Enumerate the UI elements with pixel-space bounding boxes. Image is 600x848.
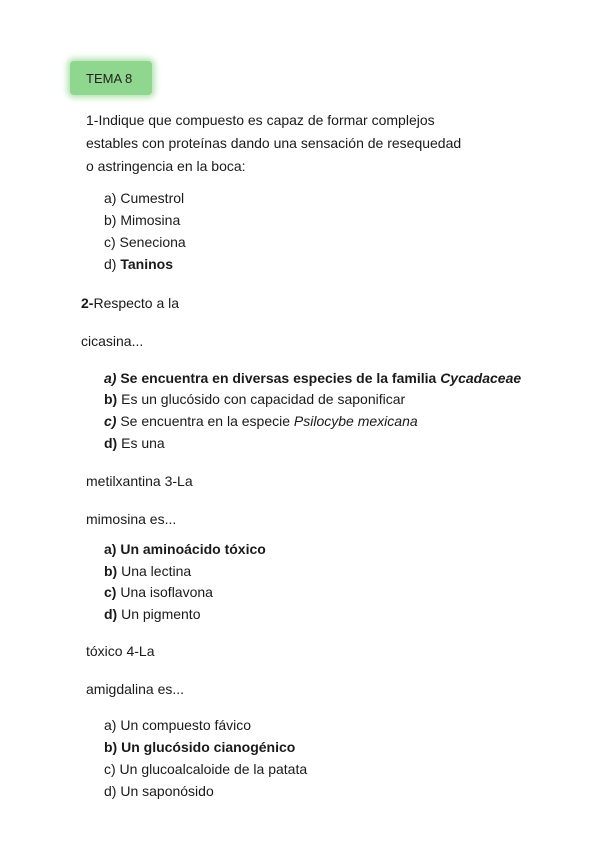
- q2-number: 2-: [81, 295, 94, 311]
- q1-option-d-label: d): [104, 256, 121, 272]
- q1-option-c: c) Seneciona: [104, 234, 186, 250]
- q1-answer: Taninos: [120, 256, 173, 272]
- q1-line-2: estables con proteínas dando una sensación de resequedad: [86, 135, 462, 151]
- q2-option-d-label: d): [104, 435, 118, 451]
- topic-tag: [70, 61, 152, 95]
- q2-option-c-text: Se encuentra en la especie: [116, 413, 294, 429]
- q2-option-a-em: Cycadaceae: [440, 370, 522, 386]
- q4-option-a: a) Un compuesto fávico: [104, 717, 252, 733]
- q2-option-d-text: Es una: [117, 435, 165, 451]
- q2-option-d: [104, 434, 165, 452]
- q3-option-a-label: a): [104, 541, 117, 557]
- q3-line-2: mimosina es...: [86, 511, 177, 527]
- q3-line-1: metilxantina 3-La: [86, 473, 193, 489]
- q3-option-b: [104, 562, 191, 580]
- q1-line-3: o astringencia en la boca:: [86, 158, 246, 174]
- q2-option-c: [104, 412, 418, 430]
- q3-option-c: [104, 583, 213, 601]
- q4-option-d: d) Un saponósido: [104, 783, 214, 799]
- q3-option-d-text: Un pigmento: [117, 606, 201, 622]
- q3-option-d: [104, 605, 201, 623]
- q4-line-2: amigdalina es...: [86, 681, 185, 697]
- q2-option-c-em: Psilocybe mexicana: [293, 413, 418, 429]
- q2-option-a-text: Se encuentra en diversas especies de la familia: [116, 370, 441, 386]
- q3-option-a: [104, 540, 266, 558]
- q3-option-a-text: Un aminoácido tóxico: [116, 541, 266, 557]
- q3-option-d-label: d): [104, 606, 118, 622]
- q3-option-c-text: Una isoflavona: [116, 584, 213, 600]
- q2-option-b-text: Es un glucósido con capacidad de saponificar: [117, 391, 406, 407]
- q1-option-d: [104, 255, 173, 273]
- q4-line-1: tóxico 4-La: [86, 643, 155, 659]
- q1-option-b: b) Mimosina: [104, 212, 181, 228]
- q2-line-1: [81, 294, 179, 312]
- q2-option-c-label: c): [104, 413, 117, 429]
- q3-option-b-text: Una lectina: [117, 563, 192, 579]
- q2-option-a-label: a): [104, 370, 117, 386]
- q1-line-1: 1-Indique que compuesto es capaz de formar complejos: [86, 112, 435, 128]
- q4-option-b: b) Un glucósido cianogénico: [104, 739, 296, 755]
- q1-option-a: a) Cumestrol: [104, 190, 185, 206]
- q2-option-b: [104, 390, 405, 408]
- q4-option-c: c) Un glucoalcaloide de la patata: [104, 761, 308, 777]
- q3-option-b-label: b): [104, 563, 118, 579]
- q2-option-b-label: b): [104, 391, 118, 407]
- topic-tag-label: TEMA 8: [86, 71, 133, 86]
- q3-option-c-label: c): [104, 584, 117, 600]
- q2-option-a: [104, 369, 521, 387]
- q2-line-2: cicasina...: [81, 333, 144, 349]
- q2-text: Respecto a la: [93, 295, 180, 311]
